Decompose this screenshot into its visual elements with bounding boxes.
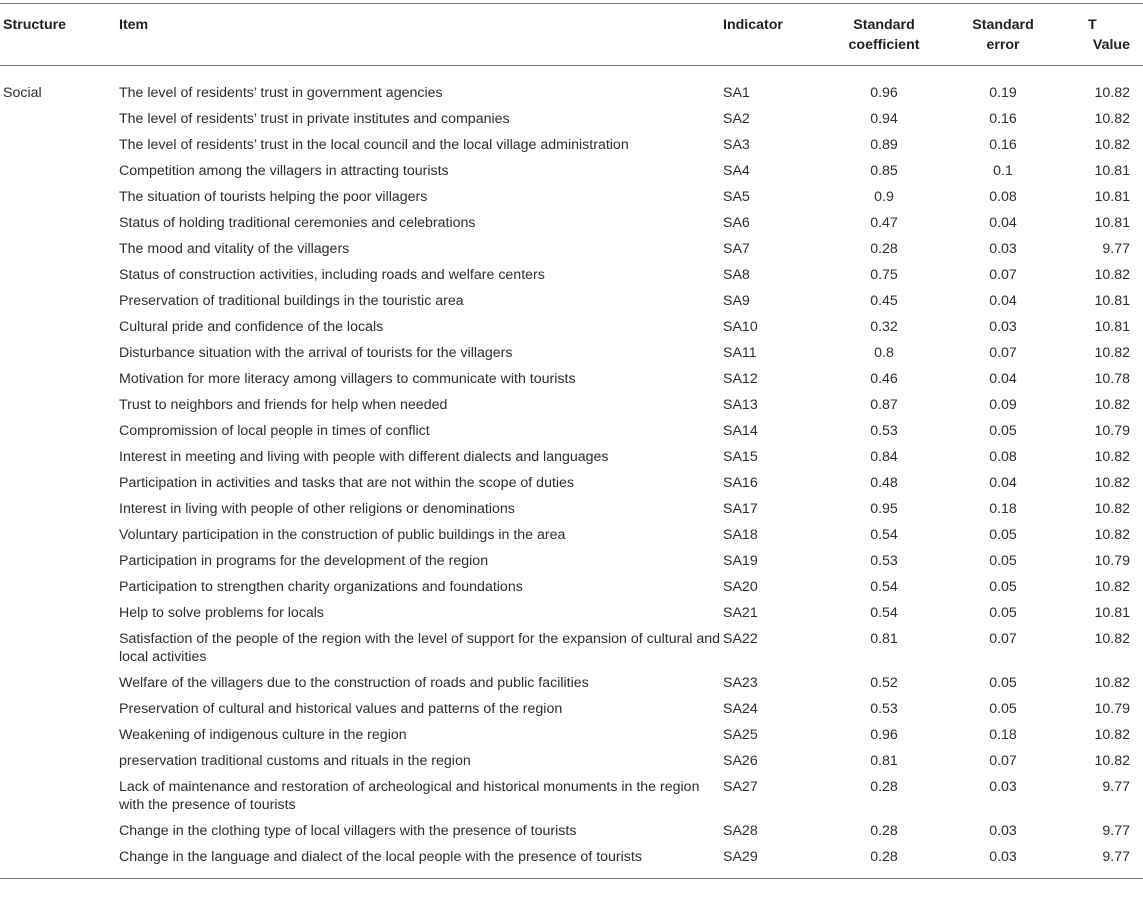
item-cell: The level of residents’ trust in government agencies <box>119 85 443 101</box>
t-value-cell: 10.82 <box>1094 137 1130 153</box>
standard-error-cell: 0.05 <box>989 675 1017 691</box>
t-value-cell: 10.79 <box>1094 701 1130 717</box>
structure-cell <box>0 340 119 366</box>
item-cell: Interest in living with people of other religions or denominations <box>119 501 515 517</box>
table-row <box>0 496 1143 522</box>
standard-coefficient-cell: 0.9 <box>874 189 894 205</box>
t-value-cell: 10.82 <box>1094 449 1130 465</box>
structure-cell <box>0 158 119 184</box>
table-row <box>0 444 1143 470</box>
table-row <box>0 600 1143 626</box>
indicator-cell: SA6 <box>723 215 750 231</box>
indicator-cell: SA15 <box>723 449 758 465</box>
t-value-cell: 10.82 <box>1094 579 1130 595</box>
table-row <box>0 106 1143 132</box>
standard-error-cell: 0.07 <box>989 345 1017 361</box>
structure-cell <box>0 774 119 818</box>
structure-cell <box>0 132 119 158</box>
t-value-cell: 10.82 <box>1094 345 1130 361</box>
standard-error-cell: 0.07 <box>989 631 1017 647</box>
table-row <box>0 626 1143 670</box>
structure-cell <box>0 748 119 774</box>
header-row <box>0 4 1143 66</box>
t-value-cell: 10.82 <box>1094 631 1130 647</box>
table-row <box>0 818 1143 844</box>
t-value-cell: 10.81 <box>1094 163 1130 179</box>
table-row <box>0 748 1143 774</box>
t-value-cell: 10.79 <box>1094 553 1130 569</box>
standard-coefficient-cell: 0.54 <box>870 605 898 621</box>
item-cell: Cultural pride and confidence of the locals <box>119 319 384 335</box>
t-value-cell: 9.77 <box>1102 823 1130 839</box>
structure-cell <box>0 106 119 132</box>
structure-cell <box>0 548 119 574</box>
structure-cell <box>0 496 119 522</box>
standard-error-cell: 0.05 <box>989 527 1017 543</box>
item-cell: The level of residents’ trust in the local council and the local village administration <box>119 137 629 153</box>
item-cell: Status of holding traditional ceremonies and celebrations <box>119 215 476 231</box>
standard-error-cell: 0.04 <box>989 371 1017 387</box>
structure-cell <box>0 696 119 722</box>
standard-coefficient-cell: 0.53 <box>870 553 898 569</box>
table-row <box>0 210 1143 236</box>
table-row <box>0 392 1143 418</box>
standard-coefficient-cell: 0.28 <box>870 779 898 795</box>
standard-coefficient-cell: 0.87 <box>870 397 898 413</box>
indicator-cell: SA4 <box>723 163 750 179</box>
structure-cell <box>0 262 119 288</box>
header-t-value: T Value <box>1088 17 1130 53</box>
table-body <box>0 66 1143 879</box>
item-cell: Participation to strengthen charity organizations and foundations <box>119 579 523 595</box>
t-value-cell: 10.79 <box>1094 423 1130 439</box>
indicator-cell: SA13 <box>723 397 758 413</box>
indicator-cell: SA12 <box>723 371 758 387</box>
table-row <box>0 696 1143 722</box>
indicator-cell: SA1 <box>723 85 750 101</box>
standard-coefficient-cell: 0.53 <box>870 423 898 439</box>
table-row <box>0 366 1143 392</box>
standard-coefficient-cell: 0.47 <box>870 215 898 231</box>
standard-coefficient-cell: 0.53 <box>870 701 898 717</box>
item-cell: The level of residents’ trust in private institutes and companies <box>119 111 510 127</box>
standard-coefficient-cell: 0.52 <box>870 675 898 691</box>
t-value-cell: 10.81 <box>1094 319 1130 335</box>
structure-cell <box>0 236 119 262</box>
table-row <box>0 670 1143 696</box>
indicator-cell: SA19 <box>723 553 758 569</box>
table-row <box>0 522 1143 548</box>
standard-error-cell: 0.16 <box>989 111 1017 127</box>
standard-error-cell: 0.16 <box>989 137 1017 153</box>
standard-error-cell: 0.04 <box>989 215 1017 231</box>
structure-cell <box>0 818 119 844</box>
table-header <box>0 4 1143 66</box>
header-standard-error: Standard error <box>972 17 1034 53</box>
standard-coefficient-cell: 0.54 <box>870 527 898 543</box>
structure-cell <box>0 626 119 670</box>
item-cell: Preservation of cultural and historical values and patterns of the region <box>119 701 563 717</box>
indicator-cell: SA2 <box>723 111 750 127</box>
standard-coefficient-cell: 0.32 <box>870 319 898 335</box>
structure-cell <box>0 210 119 236</box>
table-row <box>0 158 1143 184</box>
structure-cell <box>0 470 119 496</box>
standard-error-cell: 0.07 <box>989 753 1017 769</box>
standard-coefficient-cell: 0.96 <box>870 85 898 101</box>
indicator-cell: SA17 <box>723 501 758 517</box>
standard-coefficient-cell: 0.84 <box>870 449 898 465</box>
standard-error-cell: 0.08 <box>989 189 1017 205</box>
standard-coefficient-cell: 0.28 <box>870 823 898 839</box>
item-cell: The situation of tourists helping the poor villagers <box>119 189 428 205</box>
standard-coefficient-cell: 0.46 <box>870 371 898 387</box>
t-value-cell: 10.82 <box>1094 475 1130 491</box>
item-cell: Satisfaction of the people of the region with the level of support for the expansion of cultural and local activities <box>119 631 720 665</box>
standard-coefficient-cell: 0.48 <box>870 475 898 491</box>
standard-error-cell: 0.05 <box>989 579 1017 595</box>
indicator-cell: SA28 <box>723 823 758 839</box>
table-row <box>0 844 1143 879</box>
indicator-cell: SA5 <box>723 189 750 205</box>
table-row <box>0 262 1143 288</box>
structure-cell <box>0 366 119 392</box>
standard-error-cell: 0.05 <box>989 605 1017 621</box>
structure-cell: Social <box>3 85 42 101</box>
table-row <box>0 418 1143 444</box>
item-cell: Participation in programs for the development of the region <box>119 553 489 569</box>
item-cell: Change in the clothing type of local villagers with the presence of tourists <box>119 823 577 839</box>
t-value-cell: 10.81 <box>1094 215 1130 231</box>
t-value-cell: 10.82 <box>1094 527 1130 543</box>
standard-error-cell: 0.03 <box>989 849 1017 865</box>
structure-cell <box>0 670 119 696</box>
item-cell: Interest in meeting and living with people with different dialects and languages <box>119 449 609 465</box>
item-cell: Compromission of local people in times of conflict <box>119 423 430 439</box>
standard-error-cell: 0.03 <box>989 241 1017 257</box>
standard-coefficient-cell: 0.94 <box>870 111 898 127</box>
t-value-cell: 10.81 <box>1094 605 1130 621</box>
t-value-cell: 10.82 <box>1094 753 1130 769</box>
indicator-cell: SA14 <box>723 423 758 439</box>
standard-coefficient-cell: 0.95 <box>870 501 898 517</box>
header-structure: Structure <box>3 17 67 33</box>
item-cell: Trust to neighbors and friends for help when needed <box>119 397 448 413</box>
structure-cell <box>0 314 119 340</box>
table-row <box>0 574 1143 600</box>
t-value-cell: 10.82 <box>1094 675 1130 691</box>
table-row <box>0 66 1143 107</box>
indicator-cell: SA7 <box>723 241 750 257</box>
results-table <box>0 3 1143 879</box>
standard-coefficient-cell: 0.96 <box>870 727 898 743</box>
standard-error-cell: 0.1 <box>993 163 1013 179</box>
item-cell: Participation in activities and tasks that are not within the scope of duties <box>119 475 575 491</box>
item-cell: Competition among the villagers in attracting tourists <box>119 163 449 179</box>
indicator-cell: SA24 <box>723 701 758 717</box>
structure-cell <box>0 418 119 444</box>
standard-coefficient-cell: 0.54 <box>870 579 898 595</box>
table-row <box>0 722 1143 748</box>
indicator-cell: SA16 <box>723 475 758 491</box>
standard-error-cell: 0.18 <box>989 501 1017 517</box>
item-cell: Weakening of indigenous culture in the region <box>119 727 407 743</box>
item-cell: The mood and vitality of the villagers <box>119 241 350 257</box>
table-row <box>0 236 1143 262</box>
header-standard-coefficient: Standard coefficient <box>848 17 920 53</box>
indicator-cell: SA25 <box>723 727 758 743</box>
t-value-cell: 10.82 <box>1094 397 1130 413</box>
indicator-cell: SA18 <box>723 527 758 543</box>
item-cell: preservation traditional customs and rituals in the region <box>119 753 471 769</box>
indicator-cell: SA20 <box>723 579 758 595</box>
standard-error-cell: 0.05 <box>989 553 1017 569</box>
item-cell: Welfare of the villagers due to the construction of roads and public facilities <box>119 675 589 691</box>
t-value-cell: 10.81 <box>1094 293 1130 309</box>
standard-error-cell: 0.05 <box>989 701 1017 717</box>
indicator-cell: SA9 <box>723 293 750 309</box>
t-value-cell: 10.82 <box>1094 85 1130 101</box>
standard-error-cell: 0.04 <box>989 293 1017 309</box>
header-item: Item <box>119 17 149 33</box>
table-row <box>0 340 1143 366</box>
table-row <box>0 184 1143 210</box>
header-indicator: Indicator <box>723 17 783 33</box>
t-value-cell: 10.81 <box>1094 189 1130 205</box>
indicator-cell: SA27 <box>723 779 758 795</box>
standard-coefficient-cell: 0.8 <box>874 345 894 361</box>
item-cell: Voluntary participation in the construction of public buildings in the area <box>119 527 566 543</box>
indicator-cell: SA11 <box>723 345 757 361</box>
standard-coefficient-cell: 0.81 <box>870 631 898 647</box>
table-row <box>0 548 1143 574</box>
standard-coefficient-cell: 0.75 <box>870 267 898 283</box>
table-row <box>0 774 1143 818</box>
t-value-cell: 9.77 <box>1102 779 1130 795</box>
t-value-cell: 10.78 <box>1094 371 1130 387</box>
item-cell: Lack of maintenance and restoration of archeological and historical monuments in the region with the presence of tourists <box>119 779 700 813</box>
standard-error-cell: 0.05 <box>989 423 1017 439</box>
indicator-cell: SA23 <box>723 675 758 691</box>
standard-error-cell: 0.19 <box>989 85 1017 101</box>
structure-cell <box>0 574 119 600</box>
t-value-cell: 10.82 <box>1094 111 1130 127</box>
indicator-cell: SA22 <box>723 631 758 647</box>
table-row <box>0 132 1143 158</box>
structure-cell <box>0 600 119 626</box>
t-value-cell: 9.77 <box>1102 849 1130 865</box>
item-cell: Help to solve problems for locals <box>119 605 325 621</box>
table-row <box>0 314 1143 340</box>
standard-coefficient-cell: 0.85 <box>870 163 898 179</box>
item-cell: Change in the language and dialect of the local people with the presence of tourists <box>119 849 642 865</box>
structure-cell <box>0 392 119 418</box>
t-value-cell: 9.77 <box>1102 241 1130 257</box>
structure-cell <box>0 444 119 470</box>
item-cell: Motivation for more literacy among villagers to communicate with tourists <box>119 371 576 387</box>
indicator-cell: SA21 <box>723 605 758 621</box>
standard-error-cell: 0.03 <box>989 319 1017 335</box>
structure-cell <box>0 288 119 314</box>
standard-error-cell: 0.03 <box>989 779 1017 795</box>
standard-error-cell: 0.08 <box>989 449 1017 465</box>
standard-coefficient-cell: 0.89 <box>870 137 898 153</box>
structure-cell <box>0 844 119 879</box>
t-value-cell: 10.82 <box>1094 727 1130 743</box>
standard-coefficient-cell: 0.28 <box>870 849 898 865</box>
structure-cell <box>0 522 119 548</box>
indicator-cell: SA26 <box>723 753 758 769</box>
standard-error-cell: 0.09 <box>989 397 1017 413</box>
structure-cell <box>0 722 119 748</box>
indicator-cell: SA29 <box>723 849 758 865</box>
item-cell: Preservation of traditional buildings in the touristic area <box>119 293 464 309</box>
indicator-cell: SA8 <box>723 267 750 283</box>
standard-error-cell: 0.07 <box>989 267 1017 283</box>
item-cell: Disturbance situation with the arrival of tourists for the villagers <box>119 345 513 361</box>
standard-error-cell: 0.18 <box>989 727 1017 743</box>
structure-cell <box>0 184 119 210</box>
item-cell: Status of construction activities, including roads and welfare centers <box>119 267 545 283</box>
standard-error-cell: 0.04 <box>989 475 1017 491</box>
standard-error-cell: 0.03 <box>989 823 1017 839</box>
indicator-cell: SA3 <box>723 137 750 153</box>
table-row <box>0 470 1143 496</box>
table-row <box>0 288 1143 314</box>
t-value-cell: 10.82 <box>1094 267 1130 283</box>
t-value-cell: 10.82 <box>1094 501 1130 517</box>
standard-coefficient-cell: 0.81 <box>870 753 898 769</box>
standard-coefficient-cell: 0.45 <box>870 293 898 309</box>
indicator-cell: SA10 <box>723 319 758 335</box>
standard-coefficient-cell: 0.28 <box>870 241 898 257</box>
